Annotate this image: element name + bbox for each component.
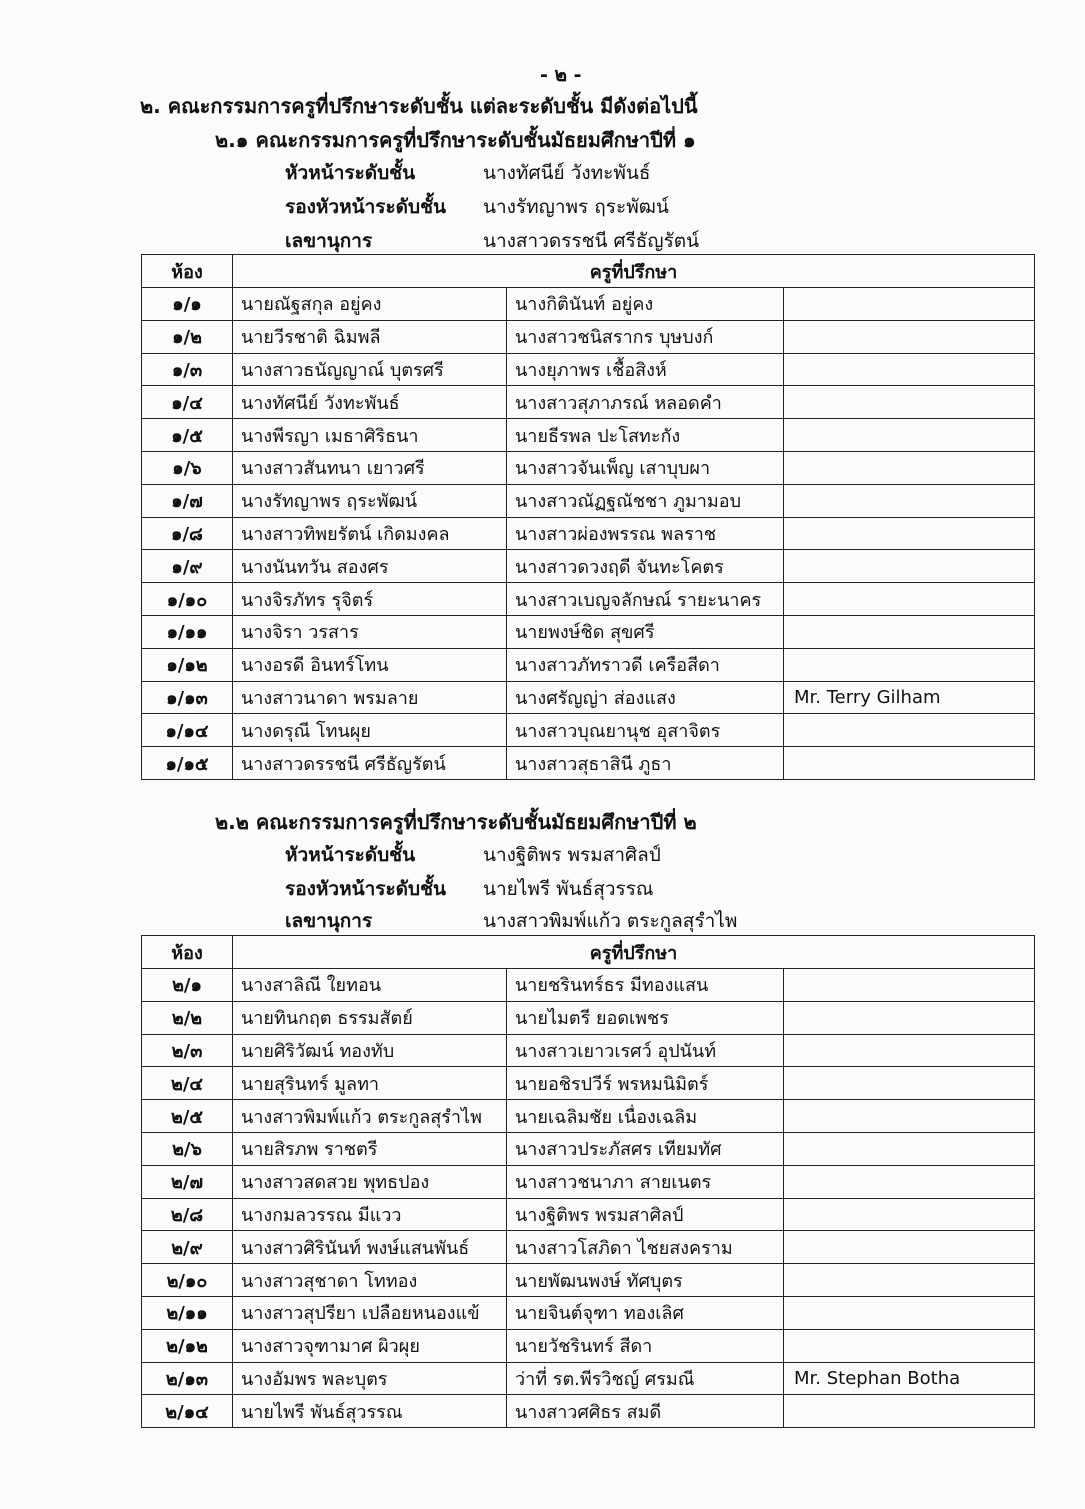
grade1-secretary-label: เลขานุการ xyxy=(285,230,373,252)
extra-advisor-cell xyxy=(784,615,1035,648)
table-row xyxy=(142,969,1035,1002)
room-cell: ๑/๓ xyxy=(142,353,233,386)
grade2-deputy-name: นายไพรี พันธ์สุวรรณ xyxy=(483,878,654,900)
grade2-advisor-table xyxy=(141,935,1035,1428)
room-cell: ๑/๘ xyxy=(142,517,233,550)
extra-advisor-cell xyxy=(784,288,1035,321)
grade1-deputy-label: รองหัวหน้าระดับชั้น xyxy=(285,196,446,218)
grade1-head-label: หัวหน้าระดับชั้น xyxy=(285,162,416,184)
teacher1-cell: นางรัทญาพร ฤระพัฒน์ xyxy=(233,484,507,517)
room-cell: ๒/๗ xyxy=(142,1165,233,1198)
extra-advisor-cell: Mr. Terry Gilham xyxy=(784,681,1035,714)
teacher1-cell: นายสิรภพ ราชตรี xyxy=(233,1132,507,1165)
table-row xyxy=(142,1231,1035,1264)
table-row xyxy=(142,550,1035,583)
table-row xyxy=(142,1395,1035,1428)
teacher1-cell: นางสาวพิมพ์แก้ว ตระกูลสุรำไพ xyxy=(233,1100,507,1133)
teacher1-cell: นายสุรินทร์ มูลทา xyxy=(233,1067,507,1100)
table-row xyxy=(142,1198,1035,1231)
teacher2-cell: นางสาวประภัสศร เทียมทัศ xyxy=(507,1132,784,1165)
teacher1-cell: นางสาวศิรินันท์ พงษ์แสนพันธ์ xyxy=(233,1231,507,1264)
grade2-deputy-label: รองหัวหน้าระดับชั้น xyxy=(285,878,446,900)
extra-advisor-cell xyxy=(784,1100,1035,1133)
teacher2-cell: นางสาวสุธาสินี ภูธา xyxy=(507,747,784,780)
teacher2-cell: นางสาวผ่องพรรณ พลราช xyxy=(507,517,784,550)
table-row xyxy=(142,714,1035,747)
extra-advisor-cell xyxy=(784,1001,1035,1034)
table-row xyxy=(142,1100,1035,1133)
table-row xyxy=(142,1264,1035,1297)
teacher1-cell: นางกมลวรรณ มีแวว xyxy=(233,1198,507,1231)
room-cell: ๑/๑๒ xyxy=(142,648,233,681)
teacher1-cell: นายไพรี พันธ์สุวรรณ xyxy=(233,1395,507,1428)
teacher2-cell: นางสาวบุณยานุช อุสาจิตร xyxy=(507,714,784,747)
teacher2-cell: นางศรัญญ่า ส่องแสง xyxy=(507,681,784,714)
header-room: ห้อง xyxy=(142,255,233,288)
room-cell: ๑/๑ xyxy=(142,288,233,321)
teacher2-cell: นางสาวภัทราวดี เครือสีดา xyxy=(507,648,784,681)
table-row xyxy=(142,1001,1035,1034)
teacher2-cell: นายธีรพล ปะโสทะกัง xyxy=(507,419,784,452)
room-cell: ๒/๑ xyxy=(142,969,233,1002)
teacher2-cell: นางสาวชนิสรากร บุษบงก์ xyxy=(507,320,784,353)
room-cell: ๒/๕ xyxy=(142,1100,233,1133)
teacher1-cell: นางสาวสันทนา เยาวศรี xyxy=(233,451,507,484)
grade2-title: ๒.๒ คณะกรรมการครูที่ปรึกษาระดับชั้นมัธยมศึกษาปีที่ ๒ xyxy=(215,810,697,834)
extra-advisor-cell xyxy=(784,386,1035,419)
teacher2-cell: นายจินต์จุฑา ทองเลิศ xyxy=(507,1296,784,1329)
teacher2-cell: นางสาวชนาภา สายเนตร xyxy=(507,1165,784,1198)
room-cell: ๒/๑๐ xyxy=(142,1264,233,1297)
grade1-title: ๒.๑ คณะกรรมการครูที่ปรึกษาระดับชั้นมัธยมศึกษาปีที่ ๑ xyxy=(215,128,696,152)
teacher2-cell: ว่าที่ รต.พีรวิชญ์ ศรมณี xyxy=(507,1362,784,1395)
table-row xyxy=(142,615,1035,648)
teacher2-cell: นายอชิรปวีร์ พรหมนิมิตร์ xyxy=(507,1067,784,1100)
grade1-secretary-name: นางสาวดรรชนี ศรีธัญรัตน์ xyxy=(483,230,700,252)
table-row xyxy=(142,648,1035,681)
teacher1-cell: นางสาวทิพยรัตน์ เกิดมงคล xyxy=(233,517,507,550)
teacher2-cell: นายเฉลิมชัย เนื่องเฉลิม xyxy=(507,1100,784,1133)
table-row xyxy=(142,1034,1035,1067)
extra-advisor-cell xyxy=(784,648,1035,681)
extra-advisor-cell xyxy=(784,550,1035,583)
teacher1-cell: นางพีรญา เมธาศิริธนา xyxy=(233,419,507,452)
teacher2-cell: นางสาวสุภาภรณ์ หลอดคำ xyxy=(507,386,784,419)
teacher1-cell: นายทินกฤต ธรรมสัตย์ xyxy=(233,1001,507,1034)
teacher2-cell: นางสาวศศิธร สมดี xyxy=(507,1395,784,1428)
teacher1-cell: นางดรุณี โทนผุย xyxy=(233,714,507,747)
extra-advisor-cell xyxy=(784,969,1035,1002)
teacher2-cell: นายชรินทร์ธร มีทองแสน xyxy=(507,969,784,1002)
teacher1-cell: นางสาวธนัญญาณ์ บุตรศรี xyxy=(233,353,507,386)
teacher2-cell: นางสาวดวงฤดี จันทะโคตร xyxy=(507,550,784,583)
room-cell: ๑/๕ xyxy=(142,419,233,452)
extra-advisor-cell xyxy=(784,1165,1035,1198)
extra-advisor-cell xyxy=(784,517,1035,550)
extra-advisor-cell xyxy=(784,1132,1035,1165)
room-cell: ๑/๑๑ xyxy=(142,615,233,648)
extra-advisor-cell xyxy=(784,1264,1035,1297)
extra-advisor-cell xyxy=(784,1231,1035,1264)
room-cell: ๒/๘ xyxy=(142,1198,233,1231)
teacher1-cell: นางทัศนีย์ วังทะพันธ์ xyxy=(233,386,507,419)
room-cell: ๑/๑๔ xyxy=(142,714,233,747)
table-row xyxy=(142,1067,1035,1100)
room-cell: ๒/๔ xyxy=(142,1067,233,1100)
teacher1-cell: นางสาลิณี ใยทอน xyxy=(233,969,507,1002)
teacher2-cell: นางสาวจันเพ็ญ เสาบุบผา xyxy=(507,451,784,484)
table-row xyxy=(142,451,1035,484)
extra-advisor-cell xyxy=(784,1198,1035,1231)
room-cell: ๒/๙ xyxy=(142,1231,233,1264)
grade2-secretary-label: เลขานุการ xyxy=(285,910,373,932)
table-row xyxy=(142,517,1035,550)
extra-advisor-cell xyxy=(784,714,1035,747)
teacher2-cell: นางยุภาพร เชื้อสิงห์ xyxy=(507,353,784,386)
table-header-row xyxy=(142,255,1035,288)
room-cell: ๒/๒ xyxy=(142,1001,233,1034)
room-cell: ๒/๑๒ xyxy=(142,1329,233,1362)
extra-advisor-cell xyxy=(784,320,1035,353)
header-room: ห้อง xyxy=(142,936,233,969)
room-cell: ๒/๑๓ xyxy=(142,1362,233,1395)
room-cell: ๑/๙ xyxy=(142,550,233,583)
table-row xyxy=(142,419,1035,452)
table-row xyxy=(142,1329,1035,1362)
teacher2-cell: นายไมตรี ยอดเพชร xyxy=(507,1001,784,1034)
room-cell: ๒/๑๑ xyxy=(142,1296,233,1329)
room-cell: ๑/๑๕ xyxy=(142,747,233,780)
teacher1-cell: นายณัฐสกุล อยู่คง xyxy=(233,288,507,321)
room-cell: ๒/๓ xyxy=(142,1034,233,1067)
extra-advisor-cell xyxy=(784,451,1035,484)
room-cell: ๑/๔ xyxy=(142,386,233,419)
room-cell: ๒/๖ xyxy=(142,1132,233,1165)
table-header-row xyxy=(142,936,1035,969)
teacher1-cell: นางอรดี อินทร์โทน xyxy=(233,648,507,681)
extra-advisor-cell xyxy=(784,747,1035,780)
header-advisors: ครูที่ปรึกษา xyxy=(233,255,1035,288)
teacher1-cell: นางสาวจุฑามาศ ผิวผุย xyxy=(233,1329,507,1362)
teacher1-cell: นางสาวนาดา พรมลาย xyxy=(233,681,507,714)
grade2-secretary-name: นางสาวพิมพ์แก้ว ตระกูลสุรำไพ xyxy=(483,910,738,932)
table-row xyxy=(142,320,1035,353)
extra-advisor-cell: Mr. Stephan Botha xyxy=(784,1362,1035,1395)
teacher2-cell: นายวัชรินทร์ สีดา xyxy=(507,1329,784,1362)
teacher1-cell: นางจิรภัทร รุจิตร์ xyxy=(233,583,507,616)
table-row xyxy=(142,1362,1035,1395)
extra-advisor-cell xyxy=(784,1067,1035,1100)
teacher2-cell: นายพัฒนพงษ์ ทัศบุตร xyxy=(507,1264,784,1297)
extra-advisor-cell xyxy=(784,1395,1035,1428)
teacher1-cell: นายวีรชาติ ฉิมพลี xyxy=(233,320,507,353)
extra-advisor-cell xyxy=(784,353,1035,386)
extra-advisor-cell xyxy=(784,419,1035,452)
table-row xyxy=(142,1165,1035,1198)
teacher1-cell: นางสาวสุชาดา โททอง xyxy=(233,1264,507,1297)
room-cell: ๑/๑๓ xyxy=(142,681,233,714)
table-row xyxy=(142,1132,1035,1165)
room-cell: ๒/๑๔ xyxy=(142,1395,233,1428)
table-row xyxy=(142,583,1035,616)
header-advisors: ครูที่ปรึกษา xyxy=(233,936,1035,969)
extra-advisor-cell xyxy=(784,583,1035,616)
teacher1-cell: นางนันทวัน สองศร xyxy=(233,550,507,583)
teacher1-cell: นางสาวสุปรียา เปลือยหนองแข้ xyxy=(233,1296,507,1329)
teacher1-cell: นางสาวดรรชนี ศรีธัญรัตน์ xyxy=(233,747,507,780)
teacher2-cell: นางสาวเบญจลักษณ์ รายะนาคร xyxy=(507,583,784,616)
table-row xyxy=(142,1296,1035,1329)
room-cell: ๑/๒ xyxy=(142,320,233,353)
grade1-head-name: นางทัศนีย์ วังทะพันธ์ xyxy=(483,162,651,184)
room-cell: ๑/๗ xyxy=(142,484,233,517)
table-row xyxy=(142,747,1035,780)
table-row xyxy=(142,484,1035,517)
teacher1-cell: นางสาวสดสวย พุทธปอง xyxy=(233,1165,507,1198)
teacher2-cell: นางสาวเยาวเรศว์ อุปนันท์ xyxy=(507,1034,784,1067)
table-row xyxy=(142,681,1035,714)
extra-advisor-cell xyxy=(784,1034,1035,1067)
teacher1-cell: นางอัมพร พละบุตร xyxy=(233,1362,507,1395)
grade1-advisor-table xyxy=(141,254,1035,780)
teacher1-cell: นางจิรา วรสาร xyxy=(233,615,507,648)
grade2-head-label: หัวหน้าระดับชั้น xyxy=(285,844,416,866)
teacher2-cell: นายพงษ์ชิด สุขศรี xyxy=(507,615,784,648)
room-cell: ๑/๖ xyxy=(142,451,233,484)
extra-advisor-cell xyxy=(784,1296,1035,1329)
extra-advisor-cell xyxy=(784,484,1035,517)
teacher1-cell: นายศิริวัฒน์ ทองทับ xyxy=(233,1034,507,1067)
teacher2-cell: นางสาวณัฏฐณัชชา ภูมามอบ xyxy=(507,484,784,517)
grade1-deputy-name: นางรัทญาพร ฤระพัฒน์ xyxy=(483,196,669,218)
page-number: - ๒ - xyxy=(540,64,582,86)
teacher2-cell: นางสาวโสภิดา ไชยสงคราม xyxy=(507,1231,784,1264)
grade2-head-name: นางฐิติพร พรมสาศิลป์ xyxy=(483,844,661,866)
table-row xyxy=(142,288,1035,321)
room-cell: ๑/๑๐ xyxy=(142,583,233,616)
section-title: ๒. คณะกรรมการครูที่ปรึกษาระดับชั้น แต่ละระดับชั้น มีดังต่อไปนี้ xyxy=(140,94,698,118)
extra-advisor-cell xyxy=(784,1329,1035,1362)
table-row xyxy=(142,386,1035,419)
teacher2-cell: นางกิตินันท์ อยู่คง xyxy=(507,288,784,321)
teacher2-cell: นางฐิติพร พรมสาศิลป์ xyxy=(507,1198,784,1231)
table-row xyxy=(142,353,1035,386)
